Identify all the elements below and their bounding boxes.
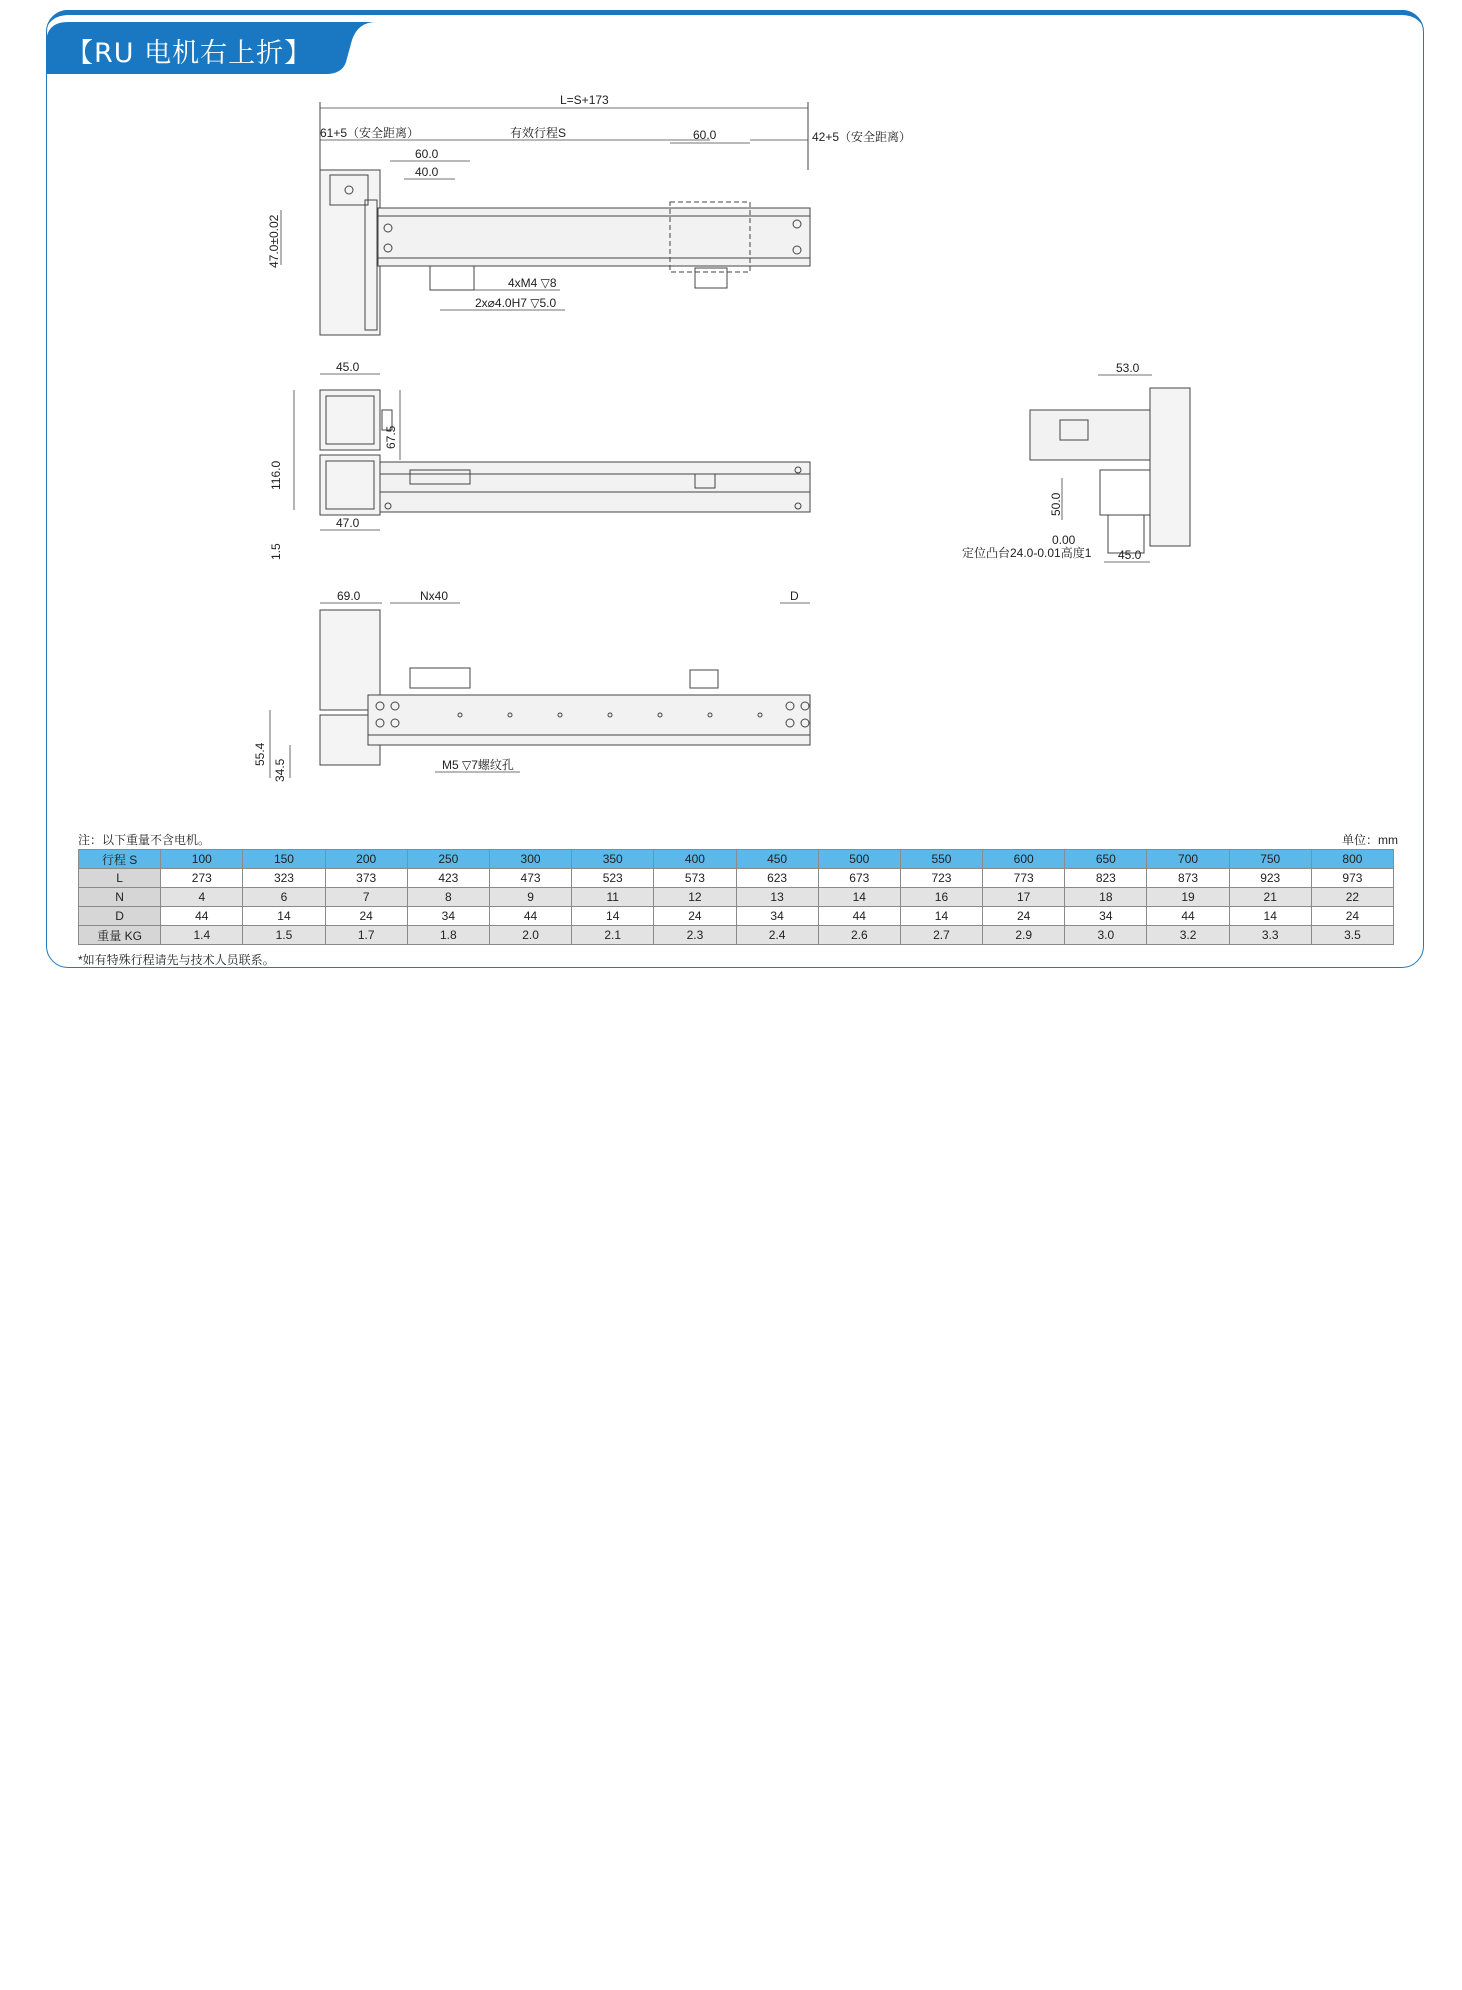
middle-view (269, 360, 810, 560)
table-cell: 423 (407, 869, 489, 888)
table-cell: 34 (736, 907, 818, 926)
header-cell: 800 (1311, 850, 1393, 869)
table-cell: 773 (983, 869, 1065, 888)
table-cell: 2.6 (818, 926, 900, 945)
table-cell: 3.3 (1229, 926, 1311, 945)
table-cell: 1.4 (161, 926, 243, 945)
header-cell: 550 (900, 850, 982, 869)
header-cell: 250 (407, 850, 489, 869)
table-cell: 6 (243, 888, 325, 907)
technical-drawing (253, 90, 1230, 790)
dim-34-5: 34.5 (273, 758, 287, 782)
callout-m5: M5 ▽7螺纹孔 (442, 758, 514, 772)
dim-left-safety: 61+5（安全距离） (320, 126, 420, 140)
table-cell: 24 (654, 907, 736, 926)
header-cell: 行程 S (79, 850, 161, 869)
header-cell: 700 (1147, 850, 1229, 869)
dim-effective-stroke: 有效行程S (510, 126, 567, 140)
dim-40: 40.0 (415, 165, 439, 179)
table-cell: 3.2 (1147, 926, 1229, 945)
footnote: *如有特殊行程请先与技术人员联系。 (78, 953, 275, 967)
weight-note: 注：以下重量不含电机。 (78, 833, 211, 847)
table-cell: 2.7 (900, 926, 982, 945)
table-cell: 673 (818, 869, 900, 888)
table-cell: 2.9 (983, 926, 1065, 945)
dim-50: 50.0 (1049, 492, 1063, 516)
header-cell: 650 (1065, 850, 1147, 869)
table-cell: 12 (654, 888, 736, 907)
table-cell: 17 (983, 888, 1065, 907)
table-cell: 19 (1147, 888, 1229, 907)
section-title-tab (46, 22, 376, 74)
table-cell: 1.8 (407, 926, 489, 945)
dim-60-left: 60.0 (415, 147, 439, 161)
table-row-l (79, 869, 1394, 888)
header-cell: 200 (325, 850, 407, 869)
header-cell: 150 (243, 850, 325, 869)
table-cell: 473 (489, 869, 571, 888)
table-cell: 4 (161, 888, 243, 907)
header-cell: 300 (489, 850, 571, 869)
table-cell: 14 (900, 907, 982, 926)
header-cell: 750 (1229, 850, 1311, 869)
row-label: 重量 KG (79, 926, 161, 945)
table-cell: 923 (1229, 869, 1311, 888)
table-cell: 1.5 (243, 926, 325, 945)
dim-zero: 0.00 (1052, 533, 1076, 547)
table-cell: 24 (1311, 907, 1393, 926)
table-cell: 13 (736, 888, 818, 907)
table-cell: 34 (407, 907, 489, 926)
dim-45-mid: 45.0 (336, 360, 360, 374)
table-cell: 11 (572, 888, 654, 907)
dim-69: 69.0 (337, 589, 361, 603)
table-cell: 2.4 (736, 926, 818, 945)
spec-table (78, 849, 1394, 945)
table-cell: 3.0 (1065, 926, 1147, 945)
dim-53: 53.0 (1116, 361, 1140, 375)
callout-m4: 4xM4 ▽8 (508, 276, 557, 290)
table-cell: 44 (1147, 907, 1229, 926)
table-cell: 7 (325, 888, 407, 907)
table-cell: 21 (1229, 888, 1311, 907)
table-cell: 723 (900, 869, 982, 888)
table-cell: 273 (161, 869, 243, 888)
header-cell: 450 (736, 850, 818, 869)
table-cell: 24 (983, 907, 1065, 926)
dim-overall-length: L=S+173 (560, 93, 609, 107)
dim-67-5: 67.5 (384, 425, 398, 449)
header-cell: 400 (654, 850, 736, 869)
header-cell: 350 (572, 850, 654, 869)
table-cell: 14 (1229, 907, 1311, 926)
table-cell: 1.7 (325, 926, 407, 945)
table-cell: 24 (325, 907, 407, 926)
table-cell: 2.3 (654, 926, 736, 945)
table-cell: 16 (900, 888, 982, 907)
table-cell: 14 (572, 907, 654, 926)
callout-pin: 2x⌀4.0H7 ▽5.0 (475, 296, 557, 310)
unit-note: 单位：mm (1342, 833, 1398, 847)
table-cell: 9 (489, 888, 571, 907)
page-title: 【RU 电机右上折】 (66, 38, 313, 69)
header-cell: 500 (818, 850, 900, 869)
dim-116: 116.0 (269, 460, 283, 490)
bottom-view (253, 589, 810, 782)
table-cell: 623 (736, 869, 818, 888)
table-header-row (79, 850, 1394, 869)
header-cell: 600 (983, 850, 1065, 869)
dim-right-safety: 42+5（安全距离） (812, 130, 912, 144)
table-cell: 44 (818, 907, 900, 926)
table-cell: 823 (1065, 869, 1147, 888)
table-cell: 44 (161, 907, 243, 926)
table-cell: 523 (572, 869, 654, 888)
row-label: N (79, 888, 161, 907)
boss-note: 定位凸台24.0-0.01高度1 (962, 546, 1092, 560)
dim-55-4: 55.4 (253, 742, 267, 766)
table-cell: 3.5 (1311, 926, 1393, 945)
table-cell: 2.1 (572, 926, 654, 945)
row-label: L (79, 869, 161, 888)
dim-1-5: 1.5 (269, 543, 283, 560)
table-cell: 34 (1065, 907, 1147, 926)
dim-60-right: 60.0 (693, 128, 717, 142)
dim-height: 47.0±0.02 (267, 214, 281, 268)
table-cell: 14 (818, 888, 900, 907)
table-cell: 14 (243, 907, 325, 926)
table-cell: 22 (1311, 888, 1393, 907)
table-row-d (79, 907, 1394, 926)
table-row-n (79, 888, 1394, 907)
table-cell: 973 (1311, 869, 1393, 888)
table-cell: 373 (325, 869, 407, 888)
side-view (962, 361, 1190, 562)
table-cell: 2.0 (489, 926, 571, 945)
row-label: D (79, 907, 161, 926)
table-row-weight (79, 926, 1394, 945)
top-view (267, 93, 911, 335)
table-cell: 18 (1065, 888, 1147, 907)
table-cell: 323 (243, 869, 325, 888)
table-cell: 8 (407, 888, 489, 907)
table-cell: 573 (654, 869, 736, 888)
table-cell: 44 (489, 907, 571, 926)
dim-47-mid: 47.0 (336, 516, 360, 530)
table-cell: 873 (1147, 869, 1229, 888)
dim-45-side: 45.0 (1118, 548, 1142, 562)
header-cell: 100 (161, 850, 243, 869)
dim-d: D (790, 589, 799, 603)
dim-nx40: Nx40 (420, 589, 449, 603)
